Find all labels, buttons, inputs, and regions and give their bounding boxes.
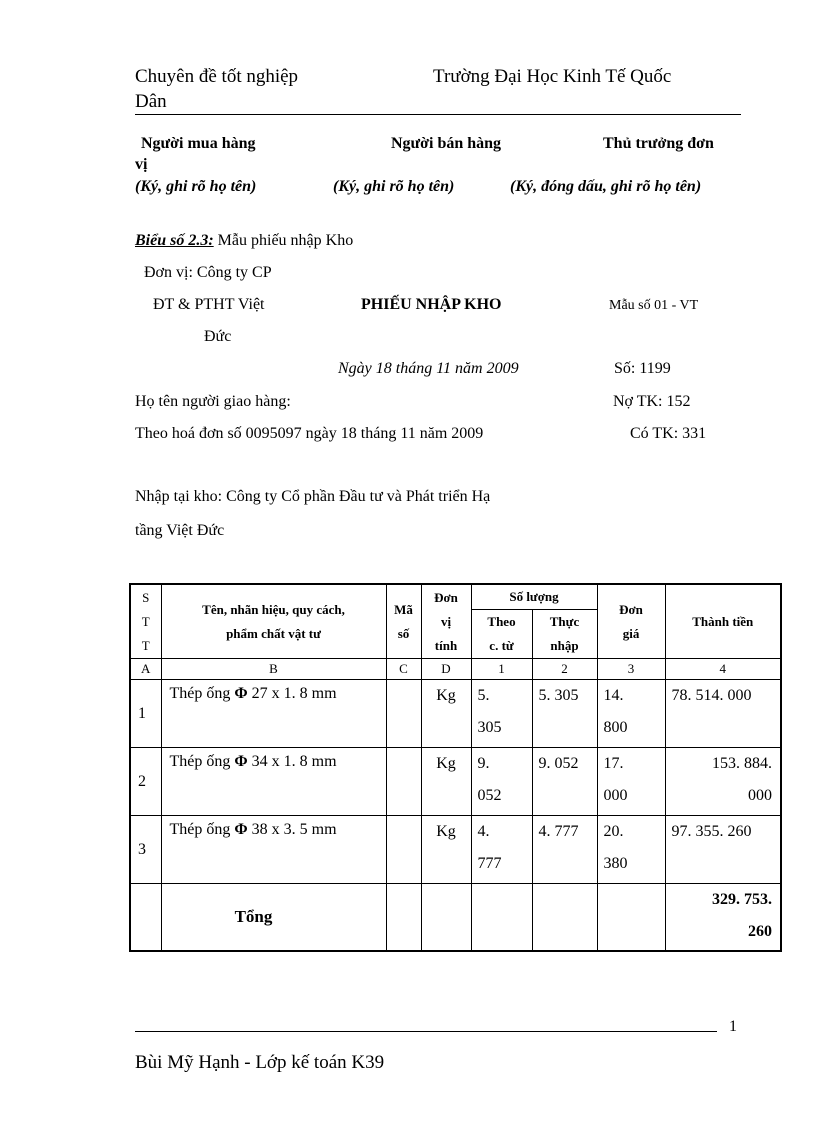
table-row (130, 816, 781, 884)
unit-line-3: Đức (204, 328, 232, 345)
running-header-left: Chuyên đề tốt nghiệp (135, 66, 299, 87)
header-name: Tên, nhãn hiệu, quy cách, phẩm chất vật tư (161, 584, 386, 659)
credit-account: Có TK: 331 (630, 425, 707, 442)
col-code: 1 (471, 659, 532, 680)
col-code: D (421, 659, 471, 680)
col-code: 2 (532, 659, 597, 680)
row-amount: 153. 884. 000 (665, 748, 781, 816)
row-qty-doc: 4. 777 (471, 816, 532, 884)
col-code: B (161, 659, 386, 680)
column-code-row (130, 659, 781, 680)
table-row (130, 748, 781, 816)
warehouse-line-1: Nhập tại kho: Công ty Cổ phần Đầu tư và Phát triển Hạ (135, 488, 491, 505)
row-code (386, 748, 421, 816)
signature-seller-note: (Ký, ghi rõ họ tên) (333, 178, 455, 195)
exhibit-title: Mẫu phiếu nhập Kho (213, 232, 354, 249)
header-price: Đơn giá (597, 584, 665, 659)
running-header-cont: Dân (135, 91, 167, 112)
total-unit (421, 884, 471, 952)
debit-account: Nợ TK: 152 (613, 393, 691, 410)
row-code (386, 680, 421, 748)
form-number: Số: 1199 (614, 360, 671, 377)
col-code: 3 (597, 659, 665, 680)
header-amount: Thành tiền (665, 584, 781, 659)
signature-buyer: Người mua hàng (141, 135, 256, 152)
total-code (386, 884, 421, 952)
total-qty-actual (532, 884, 597, 952)
row-price: 14. 800 (597, 680, 665, 748)
header-code: Mã số (386, 584, 421, 659)
footer-author: Bùi Mỹ Hạnh - Lớp kế toán K39 (135, 1052, 385, 1073)
row-qty-actual: 5. 305 (532, 680, 597, 748)
row-qty-actual: 9. 052 (532, 748, 597, 816)
header-qty: Số lượng (471, 584, 597, 610)
row-stt: 3 (130, 816, 161, 884)
signature-head-cont: vị (135, 156, 148, 173)
form-code: Mẫu số 01 - VT (609, 298, 699, 313)
row-item-name: Thép ống Φ 38 x 3. 5 mm (161, 816, 386, 884)
row-price: 17. 000 (597, 748, 665, 816)
table-row (130, 680, 781, 748)
form-date: Ngày 18 tháng 11 năm 2009 (338, 360, 519, 377)
header-qty-actual: Thực nhập (532, 610, 597, 659)
total-stt (130, 884, 161, 952)
signature-seller: Người bán hàng (391, 135, 502, 152)
unit-line-2: ĐT & PTHT Việt (153, 296, 265, 313)
form-title: PHIẾU NHẬP KHO (361, 296, 502, 313)
col-code: C (386, 659, 421, 680)
row-item-name: Thép ống Φ 27 x 1. 8 mm (161, 680, 386, 748)
unit-line-1: Đơn vị: Công ty CP (144, 264, 272, 281)
signature-head: Thủ trưởng đơn (603, 135, 714, 152)
deliverer-label: Họ tên người giao hàng: (135, 393, 291, 410)
page-number: 1 (729, 1018, 737, 1035)
row-qty-doc: 5. 305 (471, 680, 532, 748)
row-qty-doc: 9. 052 (471, 748, 532, 816)
row-amount: 78. 514. 000 (665, 680, 781, 748)
goods-receipt-table (129, 583, 782, 952)
row-unit: Kg (421, 816, 471, 884)
row-code (386, 816, 421, 884)
header-stt: S T T (130, 584, 161, 659)
exhibit-label: Biểu số 2.3: (135, 232, 214, 249)
header-row (130, 584, 781, 610)
row-amount: 97. 355. 260 (665, 816, 781, 884)
total-label: Tổng (161, 884, 386, 952)
exhibit-caption (135, 232, 353, 250)
header-rule (135, 114, 741, 115)
total-row (130, 884, 781, 952)
footer-rule (135, 1031, 717, 1032)
row-price: 20. 380 (597, 816, 665, 884)
warehouse-line-2: tầng Việt Đức (135, 522, 225, 539)
total-amount: 329. 753. 260 (665, 884, 781, 952)
col-code: 4 (665, 659, 781, 680)
row-qty-actual: 4. 777 (532, 816, 597, 884)
col-code: A (130, 659, 161, 680)
row-unit: Kg (421, 680, 471, 748)
header-unit: Đơn vị tính (421, 584, 471, 659)
signature-head-note: (Ký, đóng dấu, ghi rõ họ tên) (510, 178, 702, 195)
row-unit: Kg (421, 748, 471, 816)
total-qty-doc (471, 884, 532, 952)
running-header-right: Trường Đại Học Kinh Tế Quốc (433, 66, 672, 87)
invoice-reference: Theo hoá đơn số 0095097 ngày 18 tháng 11 năm 2009 (135, 425, 484, 442)
row-item-name: Thép ống Φ 34 x 1. 8 mm (161, 748, 386, 816)
total-price (597, 884, 665, 952)
row-stt: 1 (130, 680, 161, 748)
row-stt: 2 (130, 748, 161, 816)
signature-buyer-note: (Ký, ghi rõ họ tên) (135, 178, 257, 195)
header-qty-doc: Theo c. từ (471, 610, 532, 659)
